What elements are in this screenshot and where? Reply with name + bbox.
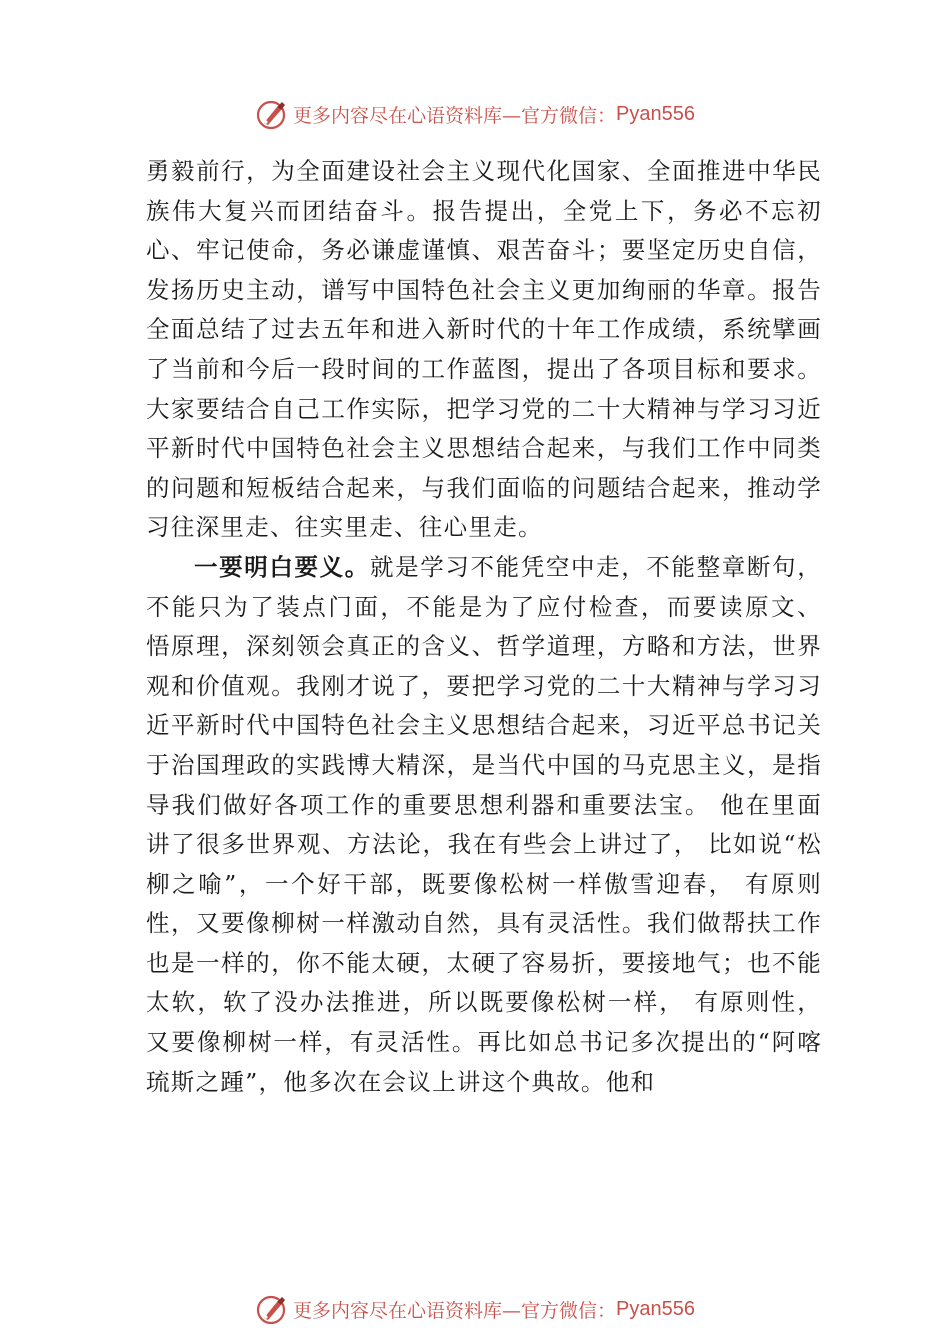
banner-text: 更多内容尽在心语资料库—官方微信： (293, 104, 617, 127)
document-body (146, 152, 822, 1102)
banner-text: 更多内容尽在心语资料库—官方微信： (293, 1299, 617, 1322)
pen-nib-seal-icon (255, 1292, 289, 1326)
pen-nib-seal-icon (255, 97, 289, 131)
header-banner (0, 94, 950, 134)
footer-banner (0, 1289, 950, 1329)
paragraph-text: 就是学习不能凭空中走，不能整章断句，不能只为了装点门面，不能是为了应付检查，而要读原文、 悟原理，深刻领会真正的含义、哲学道理，方略和方法，世界观和价值观。我刚才说了，要把学习党的二十大精神与学习习近平新时代中国特色社会主义思想结合起来，习近平总书记关于治国理政的实践博大精深，是当代中国的马克思主义，是指导我们做好各项工作的重要思想利器和重要法宝。 他在里面讲了很多世界观、方法论，我在有些会上讲过了， 比如说“松柳之喻”，一个好干部，既要像松树一样傲雪迎春， 有原则性，又要像柳树一样激动自然，具有灵活性。我们做帮扶工作也是一样的，你不能太硬，太硬了容易折，要接地气；也不能太软，软了没办法推进，所以既要像松树一样， 有原则性，又要像柳树一样，有灵活性。再比如总书记多次提出的“阿喀琉斯之踵”，他多次在会议上讲这个典故。他和 (146, 552, 822, 1096)
paragraph (146, 548, 822, 1102)
wechat-account: Pyan556 (616, 102, 695, 125)
paragraph: 勇毅前行，为全面建设社会主义现代化国家、全面推进中华民族伟大复兴而团结奋斗。报告提出，全党上下，务必不忘初心、牢记使命，务必谦虚谨慎、艰苦奋斗；要坚定历史自信，发扬历史主动，谱写中国特色社会主义更加绚丽的华章。报告全面总结了过去五年和进入新时代的十年工作成绩，系统擘画了当前和今后一段时间的工作蓝图，提出了各项目标和要求。大家要结合自己工作实际，把学习党的二十大精神与学习习近平新时代中国特色社会主义思想结合起来，与我们工作中同类的问题和短板结合起来，与我们面临的问题结合起来，推动学习往深里走、往实里走、往心里走。 (146, 157, 822, 542)
section-heading: 一要明白要义。 (194, 552, 370, 581)
wechat-account: Pyan556 (616, 1297, 695, 1320)
